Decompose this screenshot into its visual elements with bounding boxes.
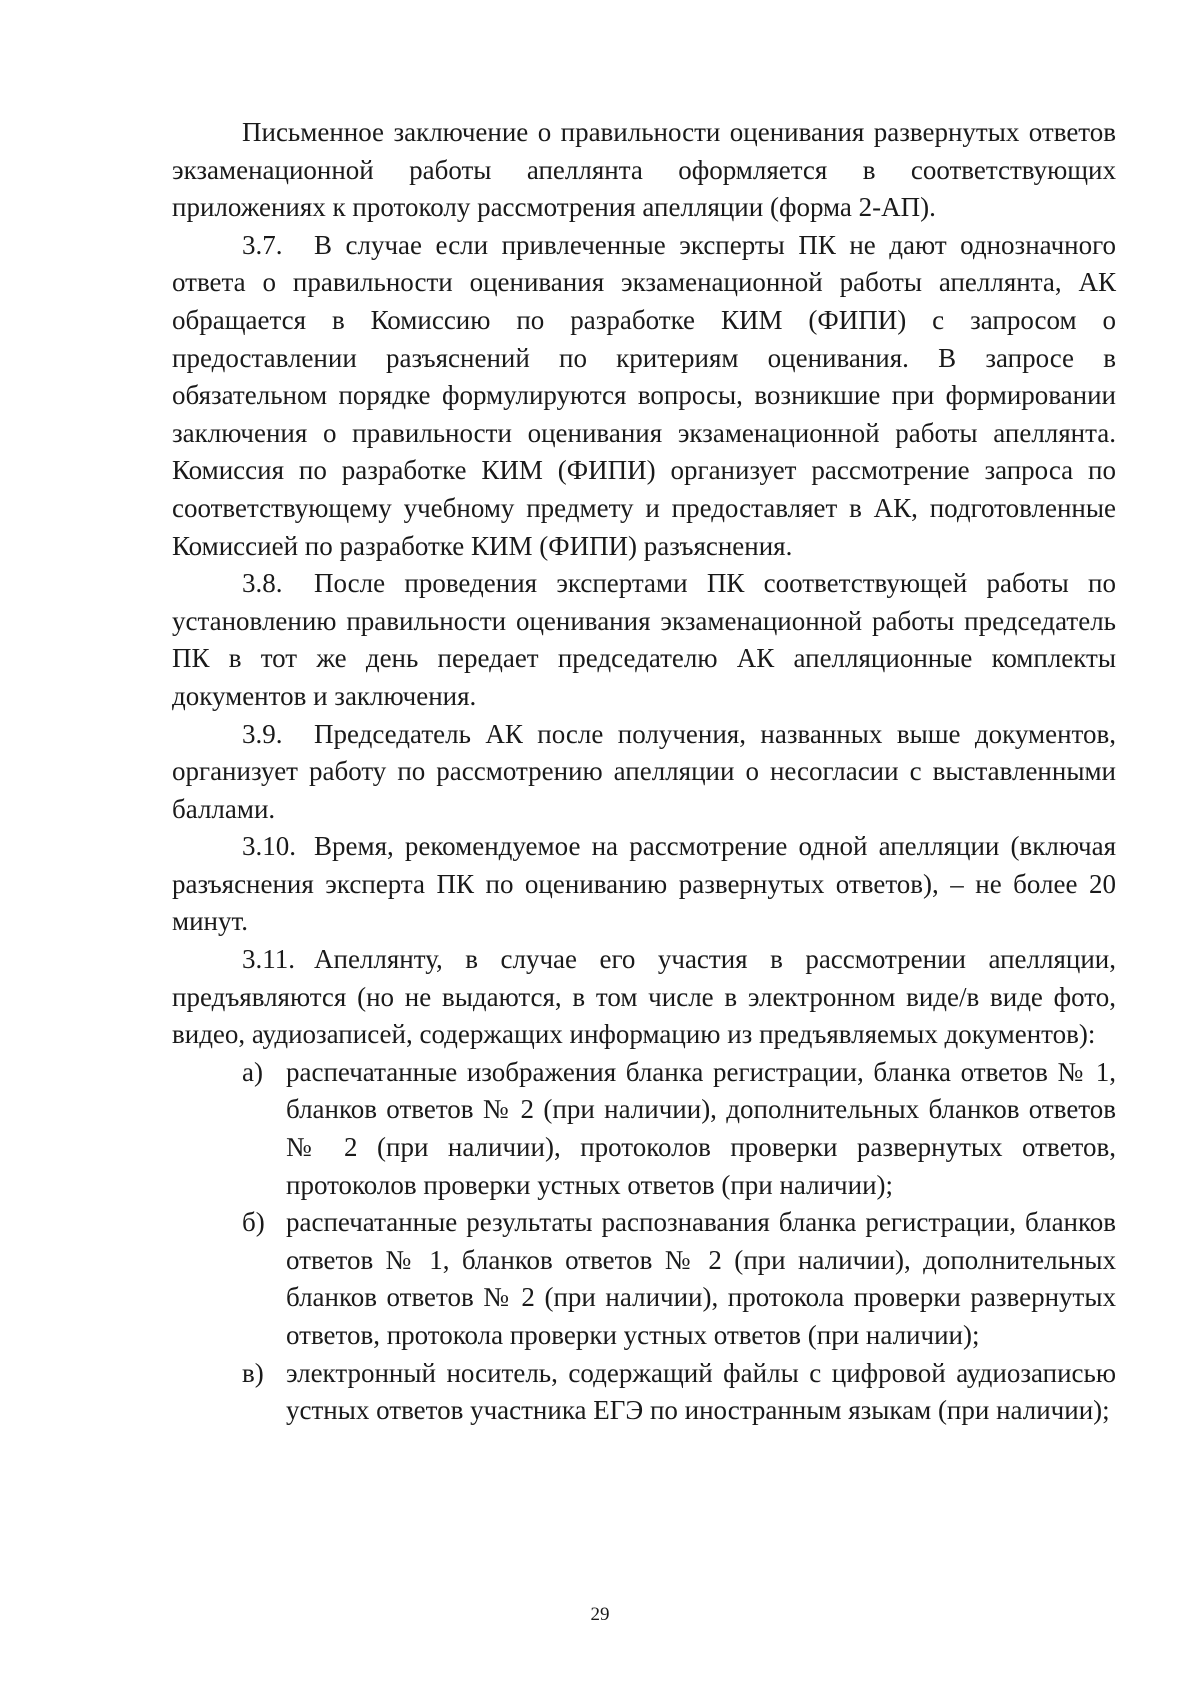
paragraph-text: После проведения экспертами ПК соответствующей работы по установлению правильности оценивания экзаменационной работы председатель ПК в тот же день передает председателю АК апелляционные комплекты документов и заключения. — [172, 568, 1116, 711]
list-marker: а) — [242, 1056, 263, 1087]
list-item-text: распечатанные изображения бланка регистрации, бланка ответов № 1, бланков ответов № 2 (при наличии), дополнительных бланков ответов № 2 (при наличии), протоколов проверки развернутых ответов, протоколов проверки устных ответов (при наличии); — [286, 1056, 1116, 1200]
paragraph-text: Письменное заключение о правильности оценивания развернутых ответов экзаменационной работы апеллянта оформляется в соответствующих приложениях к протоколу рассмотрения апелляции (форма 2-АП). — [172, 117, 1116, 223]
paragraph-text: Апеллянту, в случае его участия в рассмотрении апелляции, предъявляются (но не выдаются, в том числе в электронном виде/в виде фото, видео, аудиозаписей, содержащих информацию из предъявляемых документов): — [172, 944, 1116, 1050]
paragraph-number: 3.10. — [242, 831, 296, 862]
paragraph-3-9 — [172, 716, 1116, 829]
paragraph-text: В случае если привлеченные эксперты ПК не дают однозначного ответа о правильности оценивания экзаменационной работы апеллянта, АК обращается в Комиссию по разработке КИМ (ФИПИ) с запросом о предоставлении разъяснений по критериям оценивания. В запросе в обязательном порядке формулируются вопросы, возникшие при формировании заключения о правильности оценивания экзаменационной работы апеллянта. Комиссия по разработке КИМ (ФИПИ) организует рассмотрение запроса по соответствующему учебному предмету и предоставляет в АК, подготовленные Комиссией по разработке КИМ (ФИПИ) разъяснения. — [172, 229, 1116, 561]
paragraph-3-8 — [172, 565, 1116, 715]
paragraph-number: 3.11. — [242, 944, 295, 975]
list-item-v — [242, 1355, 1116, 1430]
list-marker: в) — [242, 1357, 264, 1388]
paragraph-number: 3.9. — [242, 718, 283, 749]
documents-list — [172, 1054, 1116, 1430]
list-item-text: распечатанные результаты распознавания бланка регистрации, бланков ответов № 1, бланков ответов № 2 (при наличии), дополнительных бланков ответов № 2 (при наличии), протокола проверки развернутых ответов, протокола проверки устных ответов (при наличии); — [286, 1207, 1116, 1350]
paragraph-text: Время, рекомендуемое на рассмотрение одной апелляции (включая разъяснения эксперта ПК по оцениванию развернутых ответов), – не более 20 минут. — [172, 831, 1116, 937]
page-number: 29 — [590, 1604, 610, 1625]
paragraph-text: Председатель АК после получения, названных выше документов, организует работу по рассмотрению апелляции о несогласии с выставленными баллами. — [172, 718, 1116, 824]
list-item-text: электронный носитель, содержащий файлы с цифровой аудиозаписью устных ответов участника ЕГЭ по иностранным языкам (при наличии); — [286, 1357, 1116, 1426]
paragraph-number: 3.7. — [242, 229, 283, 260]
document-page — [172, 114, 1116, 1430]
paragraph-number: 3.8. — [242, 568, 283, 599]
list-item-a — [242, 1054, 1116, 1204]
paragraph-3-10 — [172, 828, 1116, 941]
list-item-b — [242, 1204, 1116, 1354]
paragraph-3-11 — [172, 941, 1116, 1054]
list-marker: б) — [242, 1207, 265, 1238]
paragraph-3-7 — [172, 227, 1116, 565]
paragraph-written-conclusion — [172, 114, 1116, 227]
